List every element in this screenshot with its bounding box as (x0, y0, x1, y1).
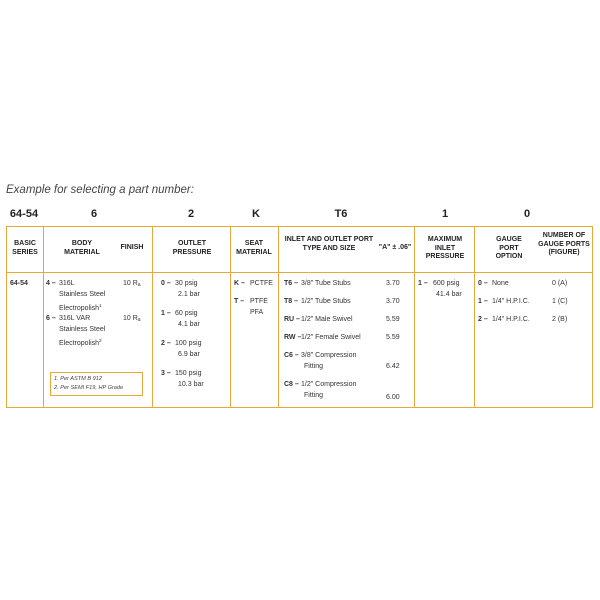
gauge-code: 2 – (478, 316, 488, 323)
port-a-dimension: 6.42 (386, 363, 400, 370)
col-divider (474, 226, 475, 408)
port-code: T6 – (284, 280, 299, 287)
outlet-bar: 2.1 bar (178, 291, 200, 298)
port-description: 1/2" Female Swivel (301, 334, 361, 341)
header-gauge-port-option: GAUGE PORT OPTION (495, 236, 523, 260)
col-divider (278, 226, 279, 408)
example-code-outlet: 2 (187, 208, 195, 220)
outlet-code: 3 – (161, 370, 171, 377)
footnote: 1. Per ASTM B 912 (54, 376, 102, 382)
outlet-psig: 150 psig (175, 370, 202, 377)
example-code-seat: K (252, 208, 260, 220)
port-code: T8 – (284, 298, 299, 305)
gauge-port-count: 1 (C) (552, 298, 568, 305)
gauge-option: None (492, 280, 509, 287)
intro-text: Example for selecting a part number: (6, 184, 194, 196)
example-code-body: 6 (90, 208, 98, 220)
port-a-dimension: 5.59 (386, 316, 400, 323)
body-line: Stainless Steel (59, 326, 106, 333)
port-a-dimension: 5.59 (386, 334, 400, 341)
body-line: 316L (59, 280, 75, 287)
body-code: 4 – (46, 280, 56, 287)
port-description: 1/2" Male Swivel (301, 316, 353, 323)
outlet-psig: 60 psig (175, 310, 198, 317)
gauge-option: 1/4" H.P.I.C. (492, 298, 530, 305)
gauge-port-count: 2 (B) (552, 316, 568, 323)
outlet-code: 1 – (161, 310, 171, 317)
port-code: C6 – (284, 352, 299, 359)
port-description: 3/8" Compression (301, 352, 357, 359)
seat-code: T – (234, 298, 245, 305)
header-number-gauge-ports: NUMBER OF GAUGE PORTS (FIGURE) (538, 232, 590, 256)
gauge-code: 0 – (478, 280, 488, 287)
port-description: Fitting (304, 363, 324, 370)
col-divider (414, 226, 415, 408)
outlet-bar: 10.3 bar (178, 381, 204, 388)
port-a-dimension: 3.70 (386, 298, 400, 305)
basic-series-value: 64-54 (10, 280, 28, 287)
outlet-bar: 4.1 bar (178, 321, 200, 328)
port-a-dimension: 6.00 (386, 394, 400, 401)
seat-material-value: PTFE (250, 298, 268, 305)
outlet-code: 2 – (161, 340, 171, 347)
finish-value: 10 $R_a$ (123, 280, 141, 288)
port-code: C8 – (284, 381, 299, 388)
gauge-port-count: 0 (A) (552, 280, 568, 287)
header-max-inlet-pressure: MAXIMUM INLET PRESSURE (425, 236, 465, 260)
port-description: Fitting (304, 392, 324, 399)
outlet-psig: 100 psig (175, 340, 202, 347)
body-line: Electropolish$^2$ (59, 338, 102, 347)
footnotes-box (50, 372, 143, 396)
body-line: Electropolish$^1$ (59, 303, 102, 312)
seat-material-value: PFA (250, 309, 264, 316)
header-a-dimension: "A" ± .06" (378, 244, 412, 251)
example-code-gauge: 0 (523, 208, 531, 220)
inlet-bar: 41.4 bar (436, 291, 462, 298)
col-divider (152, 226, 153, 408)
body-line: Stainless Steel (59, 291, 106, 298)
port-description: 1/2" Tube Stubs (301, 298, 351, 305)
header-basic-series: BASIC SERIES (12, 240, 38, 256)
outlet-bar: 6.9 bar (178, 351, 200, 358)
example-code-series: 64-54 (9, 208, 39, 220)
port-description: 1/2" Compression (301, 381, 357, 388)
header-divider (6, 272, 593, 273)
outlet-code: 0 – (161, 280, 171, 287)
col-divider (43, 226, 44, 408)
body-line: 316L VAR (59, 315, 91, 322)
example-code-inlet: 1 (441, 208, 449, 220)
seat-material-value: PCTFE (250, 280, 273, 287)
inlet-psig: 600 psig (433, 280, 460, 287)
header-port-type: INLET AND OUTLET PORT TYPE AND SIZE (284, 236, 374, 252)
header-outlet-pressure: OUTLET PRESSURE (172, 240, 212, 256)
gauge-option: 1/4" H.P.I.C. (492, 316, 530, 323)
gauge-code: 1 – (478, 298, 488, 305)
inlet-code: 1 – (418, 280, 428, 287)
footnote: 2. Per SEMI F19, HP Grade (54, 384, 124, 391)
port-code: RU – (284, 316, 300, 323)
seat-code: K – (234, 280, 245, 287)
port-a-dimension: 3.70 (386, 280, 400, 287)
body-code: 6 – (46, 315, 56, 322)
example-code-port: T6 (334, 208, 348, 220)
header-body-material: BODY MATERIAL (64, 240, 100, 256)
port-code: RW – (284, 334, 302, 341)
header-finish: FINISH (120, 244, 144, 251)
header-seat-material: SEAT MATERIAL (236, 240, 272, 256)
outlet-psig: 30 psig (175, 280, 198, 287)
finish-value: 10 $R_a$ (123, 315, 141, 323)
port-description: 3/8" Tube Stubs (301, 280, 351, 287)
